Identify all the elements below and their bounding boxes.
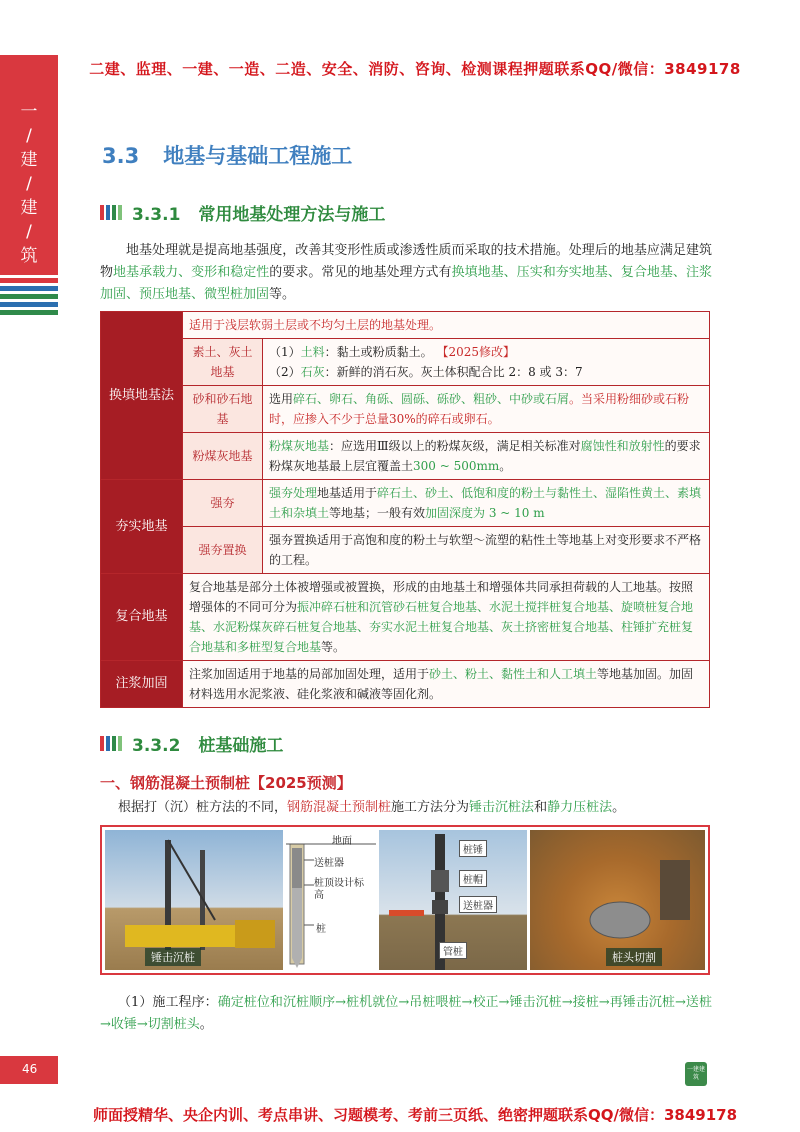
subsection-heading-331 [100, 200, 385, 225]
photo-pile-driver [379, 830, 527, 970]
flyash-content: 粉煤灰地基：应选用Ⅲ级以上的粉煤灰级，满足相关标准对腐蚀性和放射性的要求粉煤灰地基最上层宜覆盖土300 ~ 500mm。 [263, 433, 710, 480]
side-char: / [26, 222, 32, 242]
precast-pile-heading: 一、钢筋混凝土预制桩【2025预测】 [100, 774, 352, 792]
subsection-heading-332 [100, 731, 283, 756]
sub-cell-lime-soil: 素土、灰土地基 [183, 339, 263, 386]
side-stripes [0, 278, 58, 318]
subsection-number: 3.3.2 [132, 736, 181, 756]
top-banner: 二建、监理、一建、一造、二造、安全、消防、咨询、检测课程押题联系QQ/微信：3849178 [89, 60, 741, 78]
replace-content: 强夯置换适用于高饱和度的粉土与软塑～流塑的粘性土等地基上对变形要求不严格的工程。 [263, 527, 710, 574]
side-char: 建 [20, 198, 38, 218]
sub-cell-flyash: 粉煤灰地基 [183, 433, 263, 480]
side-char: 建 [20, 150, 38, 170]
diagram-label: 送桩器 [314, 858, 344, 869]
precast-paragraph: 根据打（沉）桩方法的不同，钢筋混凝土预制桩施工方法分为锤击沉桩法和静力压桩法。 [118, 800, 626, 815]
lime-soil-content: （1）土料：黏土或粉质黏土。 【2025修改】 （2）石灰：新鲜的消石灰。灰土体积配合比 2：8 或 3：7 [263, 339, 710, 386]
photo-caption: 桩头切割 [606, 948, 662, 966]
intro-paragraph: 地基处理就是提高地基强度，改善其变形性质或渗透性质而采取的技术措施。处理后的地基应满足建筑物地基承载力、变形和稳定性的要求。常见的地基处理方式有换填地基、压实和夯实地基、复合地基、注浆加固、预压地基、微型桩加固等。 [100, 243, 712, 302]
replacement-applies: 适用于浅层软弱土层或不均匀土层的地基处理。 [183, 312, 710, 339]
section-title-text: 地基与基础工程施工 [163, 144, 353, 168]
subsection-number: 3.3.1 [132, 205, 181, 225]
pile-photo-strip [100, 825, 710, 975]
subsection-title: 常用地基处理方法与施工 [198, 205, 386, 225]
bars-icon [100, 736, 124, 756]
side-char: / [26, 126, 32, 146]
grouting-content: 注浆加固适用于地基的局部加固处理，适用于砂土、粉土、黏性土和人工填土等地基加固。加固材料选用水泥浆液、硅化浆液和碱液等固化剂。 [183, 661, 710, 708]
sand-content: 选用碎石、卵石、角砾、圆砾、砾砂、粗砂、中砂或石屑。当采用粉细砂或石粉时，应掺入不少于总量30%的碎石或卵石。 [263, 386, 710, 433]
corner-logo: 一建建筑 [685, 1062, 707, 1086]
diagram-label: 地面 [332, 836, 352, 847]
pile-diagram [286, 830, 376, 970]
side-char: 筑 [20, 246, 38, 266]
side-tab-text [0, 100, 58, 268]
method-cell-compaction: 夯实地基 [101, 480, 183, 574]
page-number: 46 [22, 1062, 38, 1076]
sub-cell-dynamic: 强夯 [183, 480, 263, 527]
photo-label: 桩锤 [459, 840, 487, 857]
method-cell-replacement: 换填地基法 [101, 312, 183, 480]
diagram-label: 桩顶设计标高 [314, 878, 364, 901]
sub-cell-sand: 砂和砂石地基 [183, 386, 263, 433]
section-number: 3.3 [102, 144, 140, 168]
section-title [102, 140, 352, 170]
photo-hammer-piling [105, 830, 283, 970]
dynamic-content: 强夯处理地基适用于碎石土、砂土、低饱和度的粉土与黏性土、湿陷性黄土、素填土和杂填土等地基；一般有效加固深度为 3 ~ 10 m [263, 480, 710, 527]
bottom-banner: 师面授精华、央企内训、考点串讲、习题模考、考前三页纸、绝密押题联系QQ/微信：3849178 [92, 1106, 738, 1124]
process-paragraph: （1）施工程序：确定桩位和沉桩顺序→桩机就位→吊桩喂桩→校正→锤击沉桩→接桩→再锤击沉桩→送桩→收锤→切割桩头。 [100, 995, 712, 1032]
method-cell-composite: 复合地基 [101, 574, 183, 661]
method-cell-grouting: 注浆加固 [101, 661, 183, 708]
photo-caption: 锤击沉桩 [145, 948, 201, 966]
photo-label: 送桩器 [459, 896, 497, 913]
photo-label: 桩帽 [459, 870, 487, 887]
bars-icon [100, 205, 124, 225]
side-char: 一 [20, 102, 38, 122]
composite-content: 复合地基是部分土体被增强或被置换，形成的由地基土和增强体共同承担荷载的人工地基。按照增强体的不同可分为振冲碎石桩和沉管砂石桩复合地基、水泥土搅拌桩复合地基、旋喷桩复合地基、水泥粉煤灰碎石桩复合地基、夯实水泥土桩复合地基、灰土挤密桩复合地基、柱锤扩充桩复合地基和多桩型复合地基等。 [183, 574, 710, 661]
subsection-title: 桩基础施工 [198, 736, 284, 756]
diagram-label: 桩 [316, 924, 326, 935]
photo-label: 管桩 [439, 942, 467, 959]
sub-cell-replace: 强夯置换 [183, 527, 263, 574]
foundation-treatment-table [100, 311, 710, 708]
side-char: / [26, 174, 32, 194]
photo-pile-cutting [530, 830, 705, 970]
